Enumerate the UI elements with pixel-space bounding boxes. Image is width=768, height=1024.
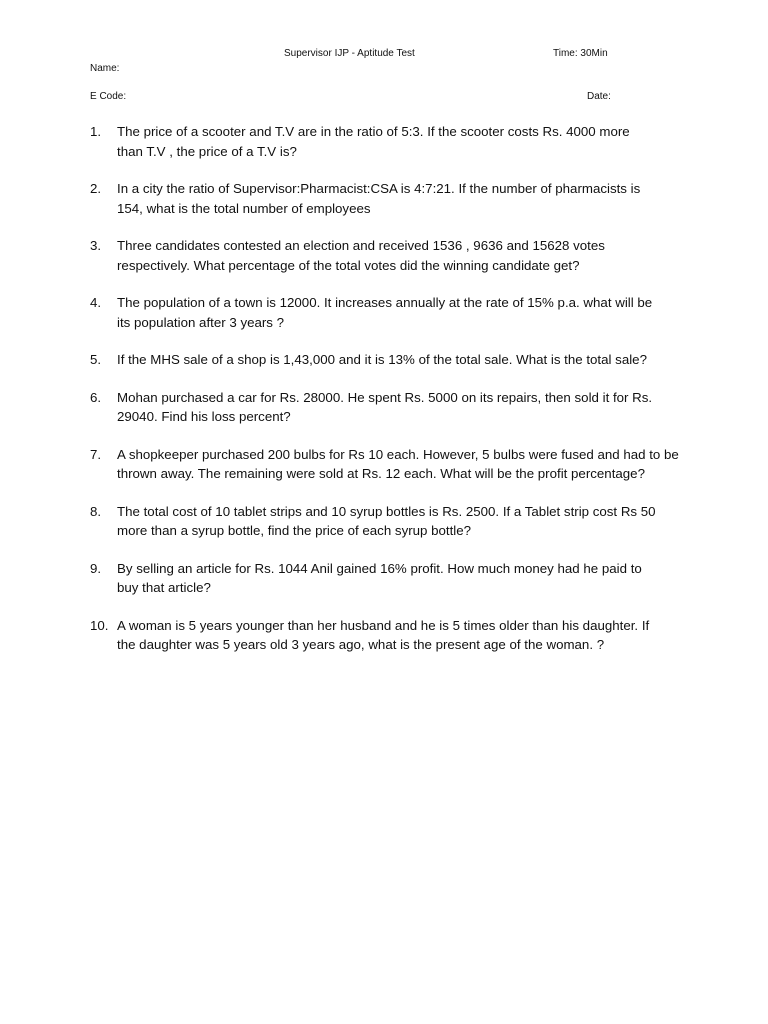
question-item — [90, 122, 710, 161]
question-text-line: By selling an article for Rs. 1044 Anil gained 16% profit. How much money had he paid to — [117, 560, 642, 576]
question-item — [90, 502, 710, 541]
document-title: Supervisor IJP - Aptitude Test — [284, 48, 415, 59]
question-text-line: In a city the ratio of Supervisor:Pharmacist:CSA is 4:7:21. If the number of pharmacists is — [117, 181, 641, 196]
question-number: 8. — [90, 503, 102, 519]
question-text-line: 29040. Find his loss percent? — [117, 409, 291, 424]
question-item — [90, 388, 710, 427]
question-item — [90, 616, 710, 655]
question-text-line: The population of a town is 12000. It increases annually at the rate of 15% p.a. what will be — [117, 295, 653, 310]
question-text-line: thrown away. The remaining were sold at Rs. 12 each. What will be the profit percentage? — [117, 466, 645, 481]
question-text-line: than T.V , the price of a T.V is? — [117, 143, 297, 159]
question-number: 7. — [90, 446, 102, 462]
question-item — [90, 445, 710, 484]
question-item — [90, 559, 710, 598]
question-text-line: more than a syrup bottle, find the price of each syrup bottle? — [117, 523, 472, 538]
question-number: 3. — [90, 238, 102, 253]
question-text-line: A shopkeeper purchased 200 bulbs for Rs 10 each. However, 5 bulbs were fused and had to be — [117, 446, 679, 462]
question-number: 10. — [90, 617, 109, 633]
question-item — [90, 293, 710, 332]
question-text-line: The total cost of 10 tablet strips and 10 syrup bottles is Rs. 2500. If a Tablet strip cost Rs 50 — [117, 503, 656, 519]
question-item — [90, 350, 710, 370]
question-text-line: 154, what is the total number of employees — [117, 200, 371, 216]
question-number: 6. — [90, 389, 102, 405]
question-text-line: respectively. What percentage of the total votes did the winning candidate get? — [117, 257, 580, 273]
question-text-line: A woman is 5 years younger than her husband and he is 5 times older than his daughter. If — [117, 617, 650, 633]
question-text-line: its population after 3 years ? — [117, 314, 285, 330]
question-number: 1. — [90, 124, 102, 139]
ecode-label: E Code: — [90, 91, 127, 102]
question-item — [90, 236, 710, 275]
question-text-line: buy that article? — [117, 580, 211, 595]
question-item — [90, 179, 710, 218]
question-number: 5. — [90, 352, 102, 367]
question-text-line: If the MHS sale of a shop is 1,43,000 and it is 13% of the total sale. What is the total sale? — [117, 352, 647, 367]
question-text-line: Three candidates contested an election and received 1536 , 9636 and 15628 votes — [117, 238, 605, 253]
question-list — [90, 122, 710, 673]
name-label: Name: — [90, 63, 120, 74]
question-text-line: the daughter was 5 years old 3 years ago, what is the present age of the woman. ? — [117, 637, 605, 652]
question-number: 4. — [90, 295, 102, 310]
question-number: 2. — [90, 181, 102, 196]
time-limit: Time: 30Min — [553, 48, 608, 59]
question-text-line: The price of a scooter and T.V are in the ratio of 5:3. If the scooter costs Rs. 4000 more — [117, 124, 630, 139]
question-number: 9. — [90, 560, 102, 576]
question-text-line: Mohan purchased a car for Rs. 28000. He spent Rs. 5000 on its repairs, then sold it for Rs. — [117, 389, 653, 405]
date-label: Date: — [587, 91, 611, 102]
